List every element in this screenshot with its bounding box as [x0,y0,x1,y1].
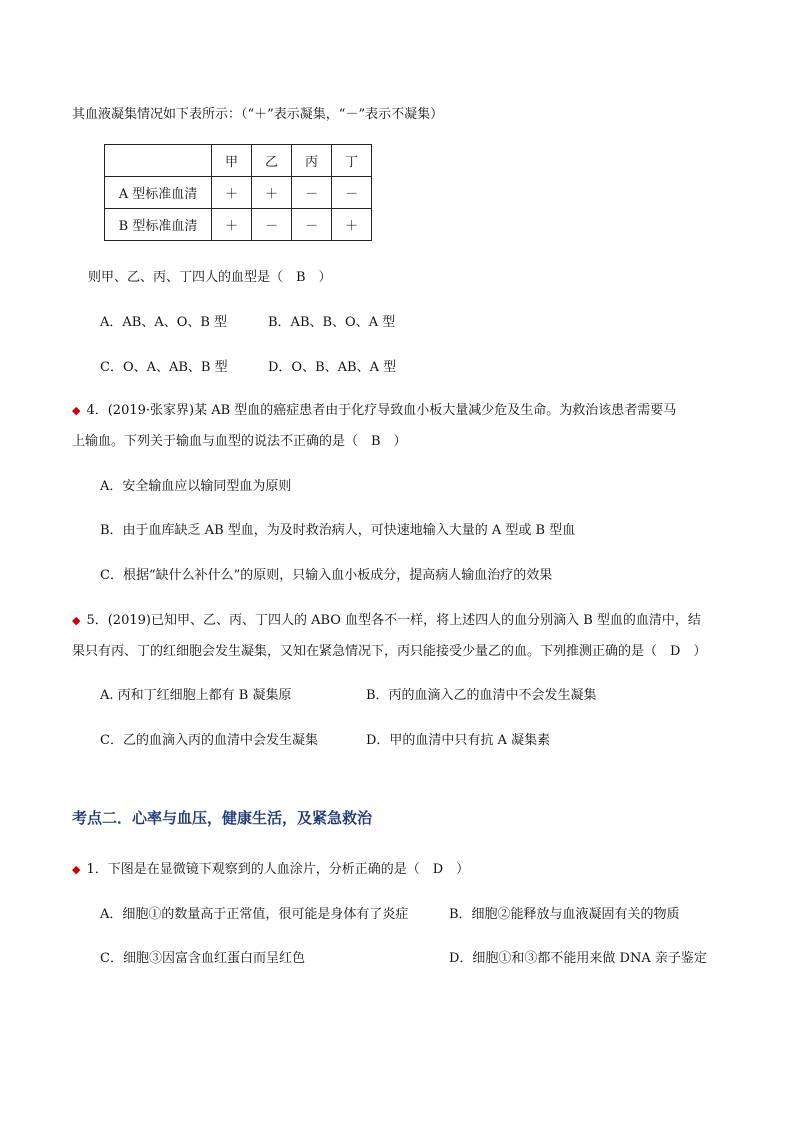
q5-stem-text: 5．(2019)已知甲、乙、丙、丁四人的 ABO 血型各不一样，将上述四人的血分别滴入 B 型血的血清中，结 [86,613,701,628]
q4-stem-line1 [72,399,676,418]
q5-option-d: D．甲的血清中只有抗 A 凝集素 [366,733,551,748]
table-cell: ＋ [252,177,292,209]
s2q1-stem [72,858,469,877]
q5-option-b: B．丙的血滴入乙的血清中不会发生凝集 [366,688,597,703]
q3-option-d: D．O、B、AB、A 型 [268,360,397,375]
diamond-bullet-icon: ◆ [72,863,81,876]
q4-option-a: A．安全输血应以输同型血为原则 [100,479,292,494]
s2q1-option-a: A．细胞①的数量高于正常值，很可能是身体有了炎症 [100,907,409,922]
q3-stem: 则甲、乙、丙、丁四人的血型是（ B ） [88,270,332,285]
table-row [105,209,372,241]
q3-option-b: B．AB、B、O、A 型 [268,315,396,330]
q5-option-c: C．乙的血滴入丙的血清中会发生凝集 [100,733,318,748]
q5-stem-line2: 果只有丙、丁的红细胞会发生凝集，又知在紧急情况下，丙只能接受少量乙的血。下列推测正确的是（ D ） [72,644,707,659]
table-header-cell: 丁 [332,145,372,177]
q4-stem-line2: 上输血。下列关于输血与血型的说法不正确的是（ B ） [72,434,407,449]
s2q1-option-b: B．细胞②能释放与血液凝固有关的物质 [449,907,680,922]
q4-option-c: C．根据“缺什么补什么”的原则，只输入血小板成分，提高病人输血治疗的效果 [100,568,553,583]
q4-stem-text: 4．(2019·张家界)某 AB 型血的癌症患者由于化疗导致血小板大量减少危及生命。为救治该患者需要马 [86,403,677,418]
table-header-row [105,145,372,177]
table-row-label: B 型标准血清 [105,209,212,241]
intro-text: 其血液凝集情况如下表所示：（“＋”表示凝集，“－”表示不凝集） [72,107,444,122]
table-cell: － [332,177,372,209]
table-header-cell: 丙 [292,145,332,177]
s2q1-option-c: C．细胞③因富含血红蛋白而呈红色 [100,951,305,966]
table-cell: － [252,209,292,241]
q3-option-a: A．AB、A、O、B 型 [100,315,228,330]
table-cell: ＋ [212,209,252,241]
table-header-cell: 乙 [252,145,292,177]
diamond-bullet-icon: ◆ [72,614,81,627]
agglutination-table [104,144,372,241]
table-row-label: A 型标准血清 [105,177,212,209]
section-title: 考点二．心率与血压，健康生活，及紧急救治 [72,809,373,827]
table-cell: － [292,177,332,209]
q5-stem-line1 [72,609,701,628]
table-header-cell: 甲 [212,145,252,177]
s2q1-option-d: D．细胞①和③都不能用来做 DNA 亲子鉴定 [449,951,707,966]
q3-option-c: C．O、A、AB、B 型 [100,360,228,375]
table-header-cell [105,145,212,177]
q4-option-b: B．由于血库缺乏 AB 型血，为及时救治病人，可快速地输入大量的 A 型或 B 型血 [100,523,576,538]
table-cell: － [292,209,332,241]
q5-option-a: A. 丙和丁红细胞上都有 B 凝集原 [100,688,292,703]
table-cell: ＋ [212,177,252,209]
diamond-bullet-icon: ◆ [72,404,81,417]
table-cell: ＋ [332,209,372,241]
s2q1-stem-text: 1．下图是在显微镜下观察到的人血涂片，分析正确的是（ D ） [86,862,470,877]
table-row [105,177,372,209]
